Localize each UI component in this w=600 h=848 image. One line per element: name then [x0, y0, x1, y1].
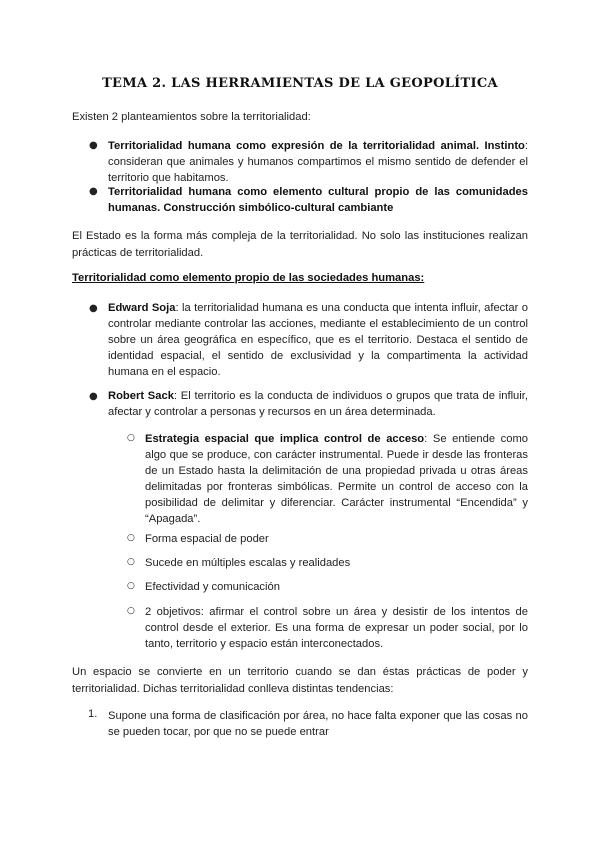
list-item-sack: [108, 388, 528, 420]
approach-2-lead: Territorialidad humana como elemento cultural propio de las comunidades humanas. Construcción simbólico-cultural cambiante: [108, 186, 528, 214]
sack-lead: Robert Sack: [108, 390, 174, 402]
sub-item-objectives: 2 objetivos: afirmar el control sobre un área y desistir de los intentos de control desde el exterior. Es una forma de expresar un poder social, por lo tanto, territorio y espacio están interconectados.: [145, 606, 528, 650]
sub-item-access-control: [145, 431, 528, 527]
list-item-approach-2: [108, 184, 528, 216]
circle-bullet-icon: ○: [127, 557, 135, 567]
sub-item-effectiveness: Efectividad y comunicación: [145, 581, 280, 593]
access-control-lead: Estrategia espacial que implica control de acceso: [145, 433, 425, 445]
sack-text: : El territorio es la conducta de individuos o grupos que trata de influir, afectar y controlar a personas y recursos en un área determinada.: [108, 390, 528, 418]
approach-1-lead: Territorialidad humana como expresión de la territorialidad animal. Instinto: [108, 140, 525, 152]
list-item-approach-1: [108, 138, 528, 186]
bullet-icon: ●: [89, 391, 98, 402]
state-paragraph: El Estado es la forma más compleja de la territorialidad. No solo las instituciones realizan prácticas de territorialidad.: [72, 230, 528, 259]
page-title: TEMA 2. LAS HERRAMIENTAS DE LA GEOPOLÍTICA: [102, 76, 498, 91]
soja-text: : la territorialidad humana es una conducta que intenta influir, afectar o controlar mediante controlar las acciones, mediante el establecimiento de un control sobre un área geográfica en específico, que es el territorio. Destaca el sentido de identidad espacial, el sentido de exclusividad y la compartimenta la actividad humana en el espacio.: [108, 302, 528, 378]
approach-1-text: : consideran que animales y humanos compartimos el mismo sentido de defender el territorio que habitamos.: [108, 140, 528, 184]
access-control-text: : Se entiende como algo que se produce, con carácter instrumental. Puede ir desde las fronteras de un Estado hasta la delimitación de una propiedad privada u otras áreas delimitadas por fronteras simbólicas. Permite un control de acceso con la posibilidad de delimitar y diferenciar. Carácter instrumental “Encendida” y “Apagada”.: [145, 433, 528, 525]
section-heading: Territorialidad como elemento propio de las sociedades humanas:: [72, 272, 425, 284]
circle-bullet-icon: ○: [127, 606, 135, 616]
list-item-soja: [108, 300, 528, 380]
circle-bullet-icon: ○: [127, 533, 135, 543]
sub-item-power-form: Forma espacial de poder: [145, 533, 269, 545]
circle-bullet-icon: ○: [127, 433, 135, 443]
circle-bullet-icon: ○: [127, 581, 135, 591]
list-number: 1.: [88, 708, 98, 720]
bullet-icon: ●: [89, 140, 98, 151]
sub-item-scales: Sucede en múltiples escalas y realidades: [145, 557, 351, 569]
intro-paragraph: Existen 2 planteamientos sobre la territorialidad:: [72, 111, 311, 123]
bullet-icon: ●: [89, 303, 98, 314]
numbered-item-1: Supone una forma de clasificación por área, no hace falta exponer que las cosas no se pueden tocar, por que no se puede entrar: [108, 710, 528, 738]
soja-lead: Edward Soja: [108, 302, 176, 314]
bullet-icon: ●: [89, 186, 98, 197]
space-paragraph: Un espacio se convierte en un territorio cuando se dan éstas prácticas de poder y territorialidad. Dichas territorialidad conlleva distintas tendencias:: [72, 666, 528, 695]
